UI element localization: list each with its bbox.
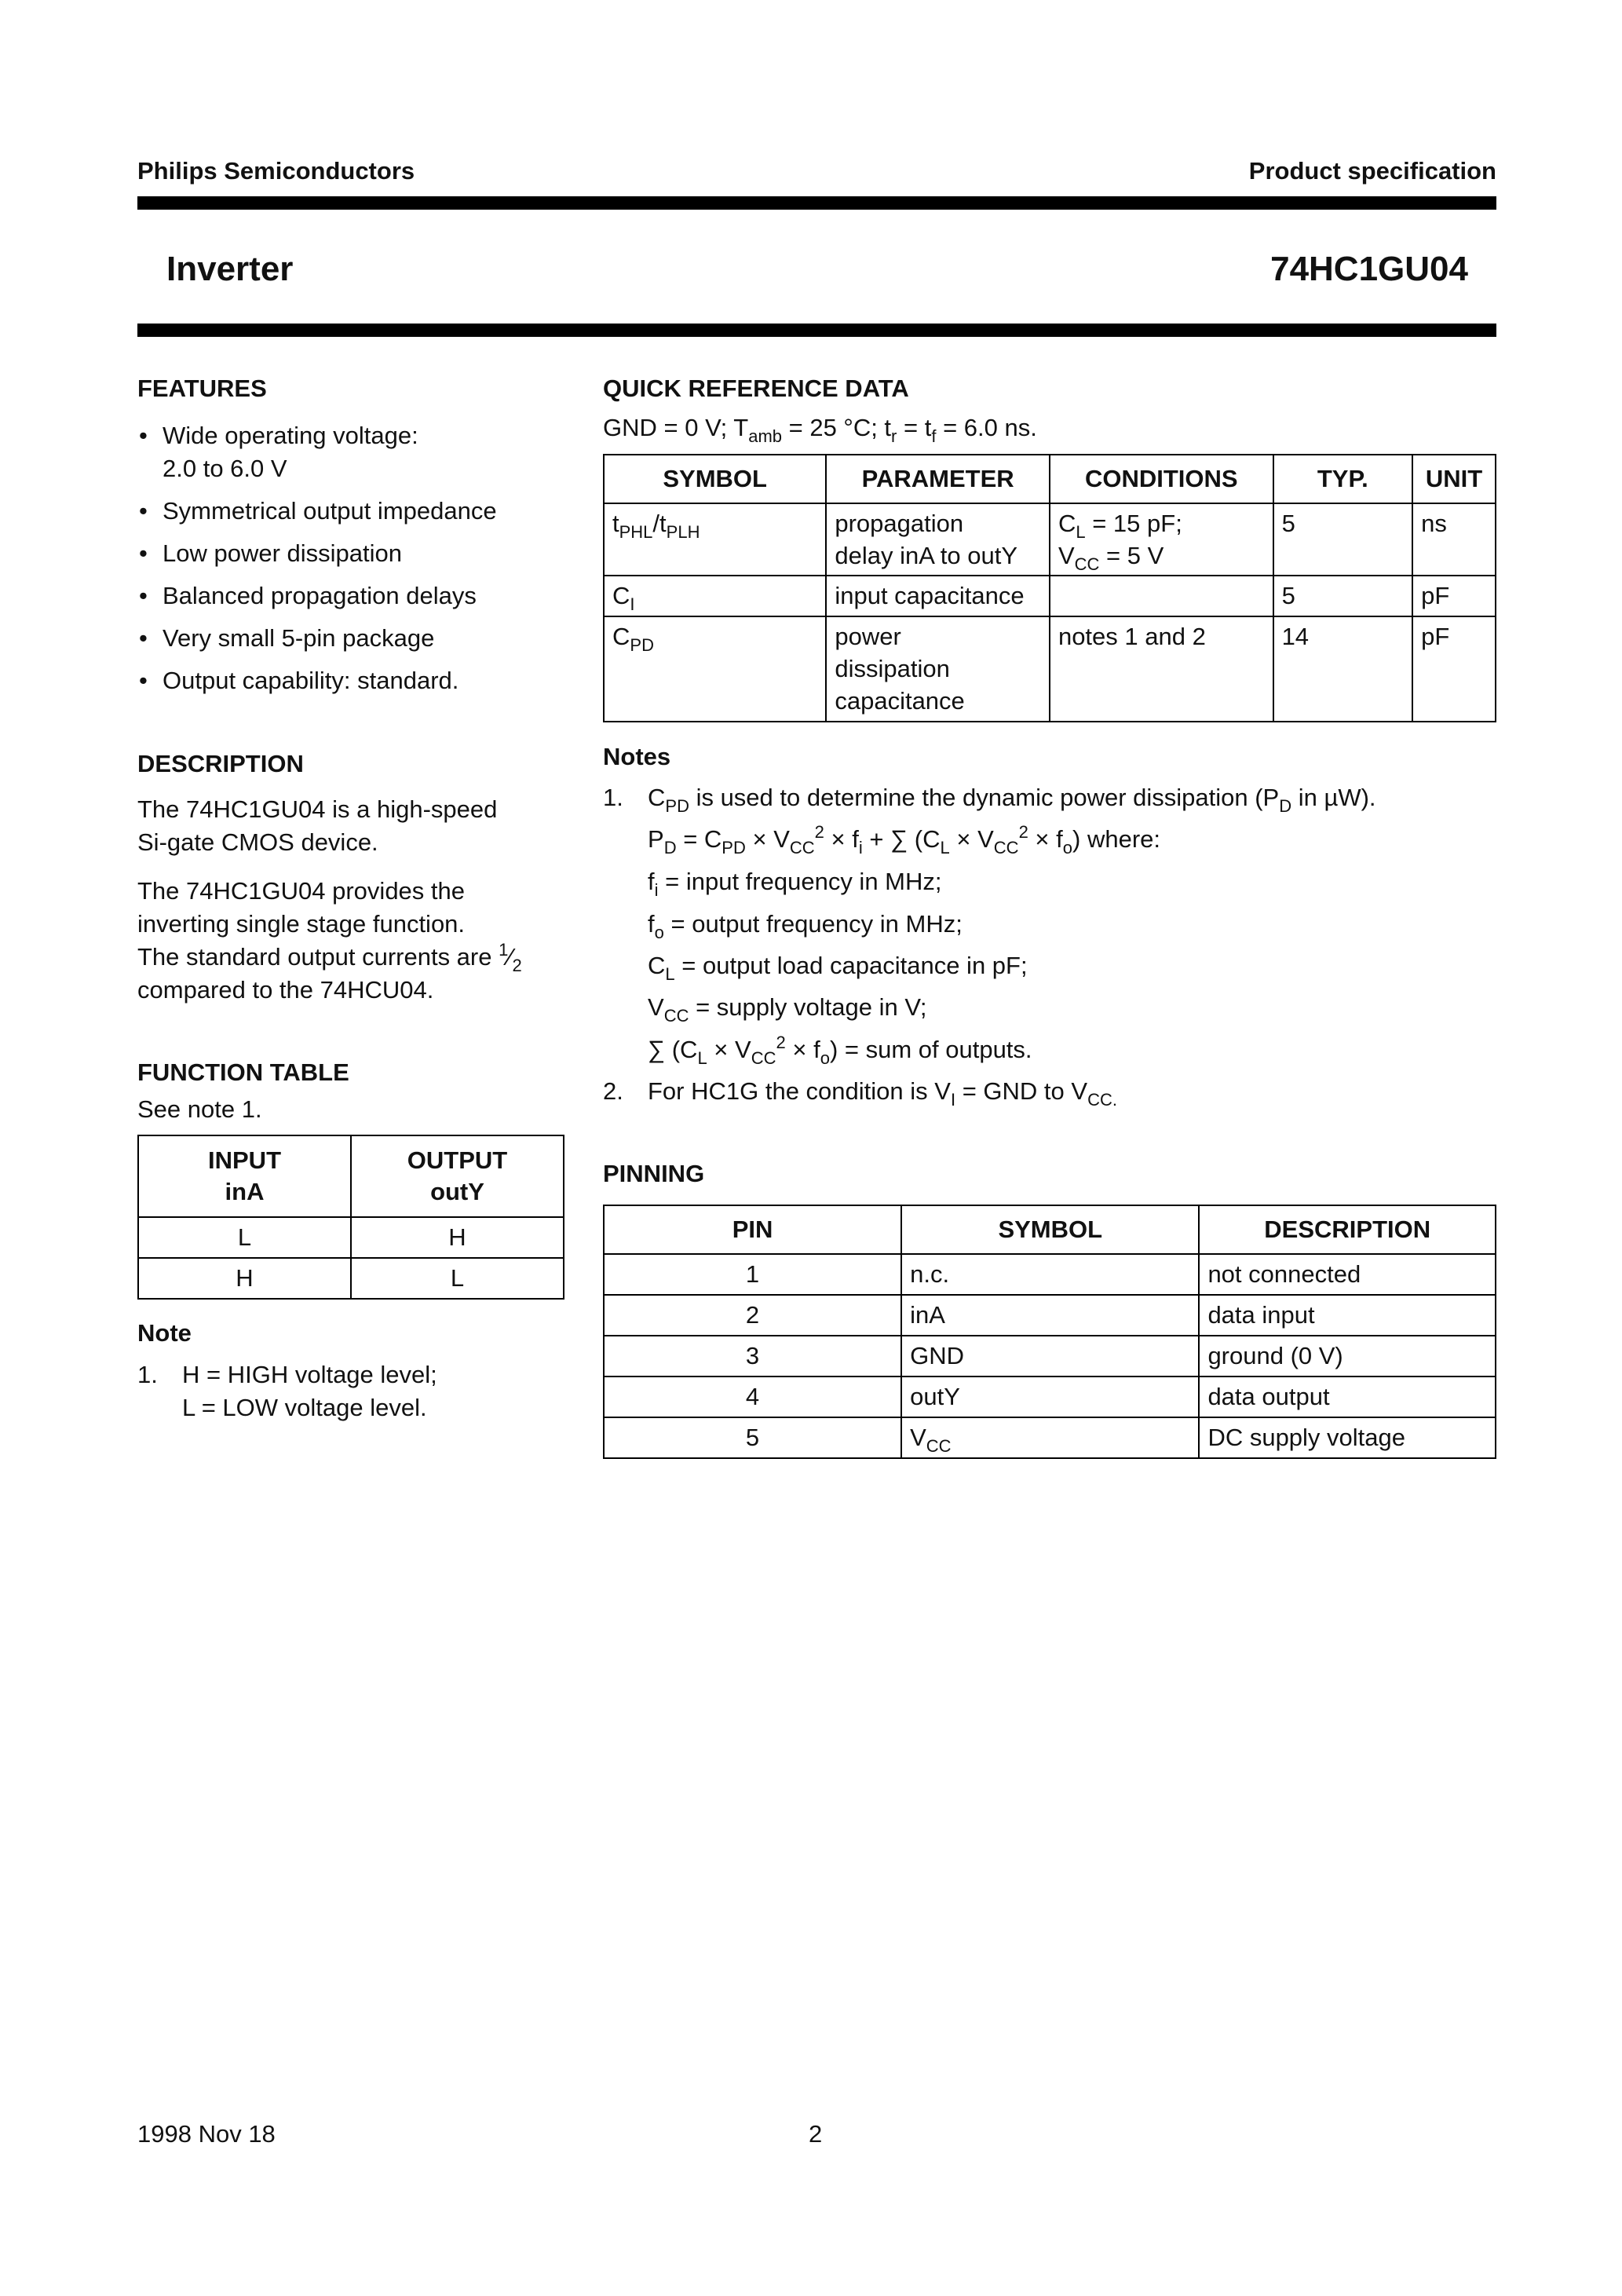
- feature-item: • Low power dissipation: [137, 537, 546, 570]
- col-input: INPUT inA: [138, 1135, 351, 1217]
- pinning-table: [603, 1205, 1496, 1459]
- table-row: H L: [138, 1258, 564, 1299]
- feature-item: • Very small 5-pin package: [137, 622, 546, 655]
- half-fraction: $^1⁄_2$: [499, 940, 522, 975]
- note-1-vcc: $V_{CC}$ = supply voltage in V;: [648, 993, 927, 1026]
- feature-item: • Output capability: standard.: [137, 664, 546, 697]
- col-symbol: SYMBOL: [604, 455, 826, 503]
- note-1-number: 1.: [603, 784, 623, 811]
- feature-item: • Wide operating voltage: 2.0 to 6.0 V: [137, 419, 546, 485]
- footer-date: 1998 Nov 18: [137, 2120, 276, 2148]
- note-1-line-1: $C_{PD}$ is used to determine the dynamic power dissipation ($P_D$ in µW).: [648, 784, 1376, 816]
- pinning-heading: PINNING: [603, 1160, 705, 1187]
- col-typ: TYP.: [1273, 455, 1413, 503]
- note-1-sum: ∑ $(C_L \times V_{CC}^2 \times f_o)$ = sum of outputs.: [648, 1033, 1032, 1068]
- table-row: L H: [138, 1217, 564, 1258]
- notes-heading: Notes: [603, 743, 671, 770]
- quick-ref-heading: QUICK REFERENCE DATA: [603, 375, 909, 402]
- table-row: 1 n.c. not connected: [604, 1254, 1496, 1295]
- description-para-1: The 74HC1GU04 is a high-speed Si-gate CMOS device.: [137, 795, 498, 856]
- page-number: 2: [809, 2120, 823, 2148]
- col-pin: PIN: [604, 1205, 901, 1254]
- note-1-fo: $f_o$ = output frequency in MHz;: [648, 910, 963, 942]
- table-row: $C_I$ input capacitance 5 pF: [604, 576, 1496, 616]
- table-row: 5 $V_{CC}$ DC supply voltage: [604, 1417, 1496, 1458]
- feature-item: • Symmetrical output impedance: [137, 495, 546, 528]
- col-description: DESCRIPTION: [1199, 1205, 1496, 1254]
- col-unit: UNIT: [1412, 455, 1496, 503]
- function-note-num: 1.: [137, 1361, 158, 1388]
- note-1-cl: $C_L$ = output load capacitance in pF;: [648, 952, 1028, 984]
- note-1-formula: $P_D = C_{PD} \times V_{CC}^2 \times f_i$ + ∑ $(C_L \times V_{CC}^2 \times f_o)$ where:: [648, 822, 1160, 857]
- company-name: Philips Semiconductors: [137, 157, 415, 185]
- part-number: 74HC1GU04: [1270, 250, 1468, 288]
- feature-item: • Balanced propagation delays: [137, 579, 546, 612]
- note-2-text: For HC1G the condition is $V_I$ = GND to $V_{CC.}$: [648, 1077, 1117, 1110]
- col-output: OUTPUT outY: [351, 1135, 564, 1217]
- header-rule: [137, 196, 1496, 210]
- features-heading: FEATURES: [137, 375, 267, 402]
- description-para-2: The 74HC1GU04 provides the inverting single stage function. The standard output currents are $^1⁄_2$ compared to the 74HCU04.: [137, 877, 522, 1004]
- quick-ref-conditions: GND = 0 V; $T_{amb} = 25$ °C; $t_r = t_f = 6.0$ ns.: [603, 414, 1037, 446]
- note-1-fi: $f_i$ = input frequency in MHz;: [648, 868, 942, 900]
- function-note-heading: Note: [137, 1319, 192, 1347]
- col-parameter: PARAMETER: [826, 455, 1050, 503]
- features-list: [137, 419, 546, 707]
- function-table: [137, 1135, 564, 1300]
- function-table-heading: FUNCTION TABLE: [137, 1058, 349, 1086]
- table-row: $t_{PHL}/t_{PLH}$ propagation delay inA to outY $C_L = 15$ pF; $V_{CC} = 5$ V 5 ns: [604, 503, 1496, 576]
- note-2-number: 2.: [603, 1077, 623, 1105]
- page-title: Inverter: [166, 250, 294, 288]
- table-row: $C_{PD}$ power dissipation capacitance notes 1 and 2 14 pF: [604, 616, 1496, 722]
- description-heading: DESCRIPTION: [137, 750, 304, 777]
- table-row: 3 GND ground (0 V): [604, 1336, 1496, 1377]
- table-row: 4 outY data output: [604, 1377, 1496, 1417]
- col-symbol: SYMBOL: [901, 1205, 1199, 1254]
- doc-type: Product specification: [1248, 157, 1496, 185]
- col-conditions: CONDITIONS: [1050, 455, 1273, 503]
- quick-ref-table: [603, 454, 1496, 722]
- title-rule: [137, 324, 1496, 337]
- table-row: 2 inA data input: [604, 1295, 1496, 1336]
- function-note-text: H = HIGH voltage level; L = LOW voltage level.: [182, 1361, 437, 1421]
- function-table-subtext: See note 1.: [137, 1095, 262, 1123]
